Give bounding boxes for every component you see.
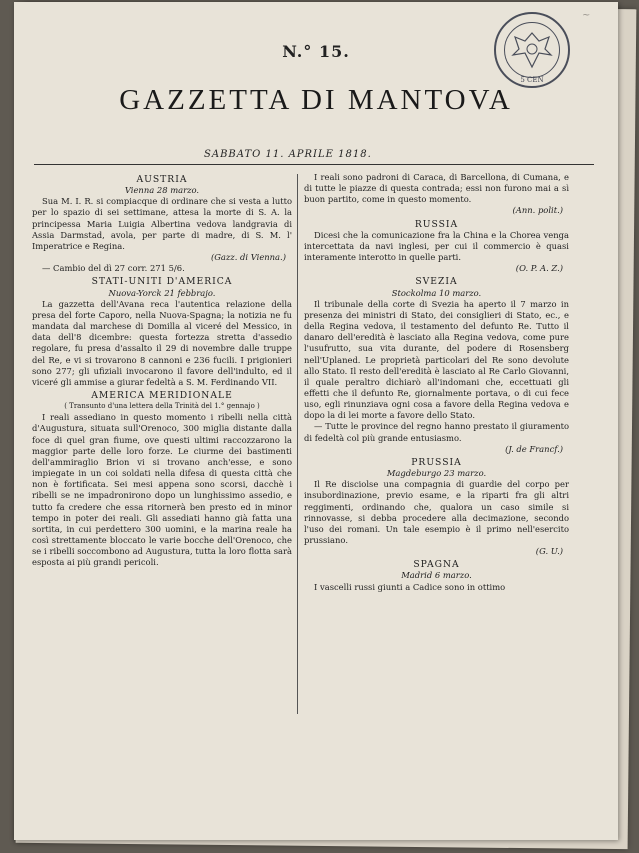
masthead-title: GAZZETTA DI MANTOVA	[119, 84, 513, 116]
article-paragraph: La gazzetta dell'Avana reca l'autentica relazione della presa del forte Caporo, nella Nuova-Spagna; la notizia ne fu mandata dal marchese di Domilla al viceré del Messico, in data dell'8 dicembre: questa fortezza stretta d'assedio regolare, fu presa d'assalto il 29 di novembre dalle truppe del Re, e vi si trovarono 8 cannoni e 236 fucili. I prigionieri sono 277; gli ufiziali invocarono il favore dell'indulto, ed il viceré gli ammise a giurar fedeltà a S. M. Ferdinando VII.	[32, 298, 292, 387]
article-paragraph: Dicesi che la comunicazione fra la China e la Chorea venga intercettata da navi inglesi, per cui il commercio è quasi interamente interotto in quelle parti.	[304, 229, 569, 263]
newspaper-page	[14, 2, 618, 840]
source-citation: (G. U.)	[535, 546, 563, 557]
section-heading: RUSSIA	[414, 218, 459, 230]
section-heading: SPAGNA	[413, 559, 460, 571]
article-paragraph: I reali sono padroni di Caraca, di Barcellona, di Cumana, e di tutte le piazze di questa contrada; essi non furono mai a sì buon partito, come in questo momento.	[304, 172, 569, 205]
dateline: Nuova-Yorck 21 febbrajo.	[108, 287, 216, 298]
dateline: Vienna 28 marzo.	[124, 185, 200, 196]
source-citation: (Ann. polit.)	[512, 205, 563, 216]
pencil-mark: ~	[582, 10, 591, 21]
source-citation: (J. de Francf.)	[505, 443, 563, 454]
column-divider	[297, 174, 298, 714]
section-heading: SVEZIA	[415, 276, 458, 288]
source-citation: (O. P. A. Z.)	[515, 263, 563, 274]
stamp-label: 5 CEN	[520, 76, 544, 84]
dateline: Madrid 6 marzo.	[401, 570, 472, 581]
article-paragraph: Il tribunale della corte di Svezia ha aperto il 7 marzo in presenza dei ministri di Stato, dei consiglieri di Stato, ec., e della Regina vedova, il testamento del defunto Re. Tutto il danaro dell'eredità è lasciato alla Regina vedova, come pure l'usufrutto, sua vita durante, del podere di Rosensberg nell'Uplaned. Le proprietà particolari del Re sono devolute allo Stato. Il resto dell'eredità è lasciato al Re Carlo Giovanni, il quale peraltro dichiarò all'indomani che, eccettuati gli effetti che il defunto Re, giornalmente portava, o di cui fece uso, egli rinunziava ogni cosa a favore della Regina vedova e dopo la di lei morte a favore dello Stato.	[304, 298, 569, 421]
header-rule	[34, 164, 594, 165]
article-paragraph: — Cambio del dì 27 corr. 271 5/6.	[42, 263, 185, 274]
source-citation: (Gazz. di Vienna.)	[210, 252, 286, 263]
left-column	[32, 172, 292, 568]
article-paragraph: — Tutte le province del regno hanno prestato il giuramento di fedeltà col più grande entusiasmo.	[304, 421, 569, 443]
section-heading: PRUSSIA	[411, 456, 462, 468]
issue-date: SABBATO 11. APRILE 1818.	[204, 149, 372, 160]
dateline: Magdeburgo 23 marzo.	[386, 468, 487, 479]
section-subtitle: ( Transunto d'una lettera della Trinità del 1.° gennajo )	[64, 402, 260, 411]
section-heading: AMERICA MERIDIONALE	[91, 389, 233, 401]
article-paragraph: Sua M. I. R. si compiacque di ordinare che si vesta a lutto per lo spazio di sei settimane, attesa la morte di S. A. la principessa Maria Luigia Albertina vedova landgravia di Assia Darmstad, avola, per parte di madre, di S. M. l' Imperatrice e Regina.	[32, 196, 292, 251]
article-paragraph: Il Re disciolse una compagnia di guardie del corpo per insubordinazione, previo esame, e la riparti fra gli altri reggimenti, ordinando che, qualora un caso simile si rinnovasse, si debba procedere alla decimazione, secondo l'uso dei romani. Un tale esempio è il primo nell'esercito prussiano.	[304, 479, 569, 545]
dateline: Stockolma 10 marzo.	[391, 287, 482, 298]
article-paragraph: I reali assediano in questo momento i ribelli nella città d'Augustura, situata sull'Orenoco, 300 miglia distante dalla foce di quel gran fiume, ove questi ultimi raccozzarono la maggior parte delle loro forze. Le ciurme dei bastimenti dell'ammiraglio Brion vi si trovano anch'esse, e sono impiegate in un coi soldati nella difesa di questa città che non è fortificata. Sei mesi appena sono scorsi, dacchè i ribelli se ne impadronirono dopo un lunghissimo assedio, e tutto fa credere che essa ritornerà ben presto ed in minor tempo in poter dei reali. Gli assediati hanno già fatta una sortita, in cui perdettero 300 uomini, e la marina reale ha così strettamente bloccato le varie bocche dell'Orenoco, che se i ribelli soccombono ad Augustura, tutta la loro flotta sarà esposta ai più grandi pericoli.	[32, 412, 292, 568]
article-paragraph: I vascelli russi giunti a Cadice sono in ottimo	[314, 581, 506, 592]
section-heading: STATI-UNITI D'AMERICA	[91, 276, 233, 288]
right-column	[304, 172, 569, 593]
section-heading: AUSTRIA	[136, 174, 188, 185]
issue-number: N.° 15.	[282, 42, 350, 61]
